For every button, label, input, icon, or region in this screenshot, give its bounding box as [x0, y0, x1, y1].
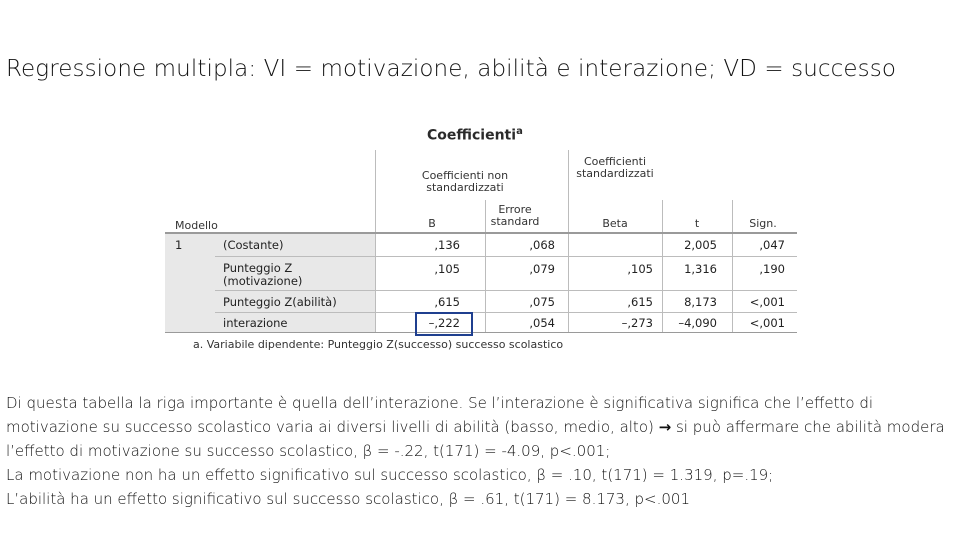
cell-sign: <,001	[749, 316, 785, 330]
model-column-shade	[165, 232, 215, 332]
coefficients-table	[165, 120, 805, 360]
cell-err: ,079	[529, 262, 555, 276]
paragraph-ability: L’abilità ha un effetto significativo sul successo scolastico, β = .61, t(171) = 8.173, p<.001	[6, 490, 691, 508]
header-standardized: Coefficienti standardizzati	[576, 155, 654, 180]
cell-beta: ,105	[627, 262, 653, 276]
cell-err: ,075	[529, 295, 555, 309]
row-label: interazione	[223, 316, 288, 330]
slide-title: Regressione multipla: VI = motivazione, abilità e interazione; VD = successo	[6, 56, 897, 82]
cell-t: 1,316	[684, 262, 717, 276]
header-sign: Sign.	[749, 217, 777, 230]
arrow-icon: →	[658, 418, 672, 436]
body-text	[6, 391, 956, 511]
paragraph-motivation: La motivazione non ha un effetto significativo sul successo scolastico, β = .10, t(171) = 1.319, p=.19;	[6, 466, 774, 484]
cell-b: –,222	[428, 316, 460, 330]
header-t: t	[694, 217, 700, 230]
table-caption: Coefficienti$^a$	[427, 126, 523, 144]
cell-sign: <,001	[749, 295, 785, 309]
cell-t: –4,090	[678, 316, 717, 330]
header-b: B	[428, 217, 436, 230]
row-label: Punteggio Z (motivazione)	[223, 261, 303, 288]
header-unstandardized: Coefficienti non standardizzati	[421, 169, 509, 194]
cell-beta: –,273	[621, 316, 653, 330]
row-label: Punteggio Z(abilità)	[223, 295, 337, 309]
cell-t: 2,005	[684, 238, 717, 252]
paragraph-interaction: Di questa tabella la riga importante è quella dell’interazione. Se l’interazione è significativa significa che l’effetto di motivazione su successo scolastico varia ai diversi livelli di abilità (basso, medio, alto) → si può affermare che abilità modera l’effetto di motivazione su successo scolastico, β = -.22, t(171) = -4.09, p<.001;	[6, 394, 945, 460]
cell-t: 8,173	[684, 295, 717, 309]
table-footnote: a. Variabile dipendente: Punteggio Z(successo) successo scolastico	[193, 338, 564, 351]
header-errore-standard: Errore standard	[490, 203, 540, 228]
cell-sign: ,190	[759, 262, 785, 276]
cell-beta: ,615	[627, 295, 653, 309]
cell-sign: ,047	[759, 238, 785, 252]
cell-err: ,054	[529, 316, 555, 330]
cell-err: ,068	[529, 238, 555, 252]
header-modello: Modello	[175, 219, 218, 232]
cell-b: ,105	[434, 262, 460, 276]
cell-b: ,136	[434, 238, 460, 252]
header-beta: Beta	[602, 217, 628, 230]
highlight-box	[415, 312, 473, 336]
row-label: (Costante)	[223, 238, 284, 252]
model-number: 1	[175, 238, 183, 252]
cell-b: ,615	[434, 295, 460, 309]
